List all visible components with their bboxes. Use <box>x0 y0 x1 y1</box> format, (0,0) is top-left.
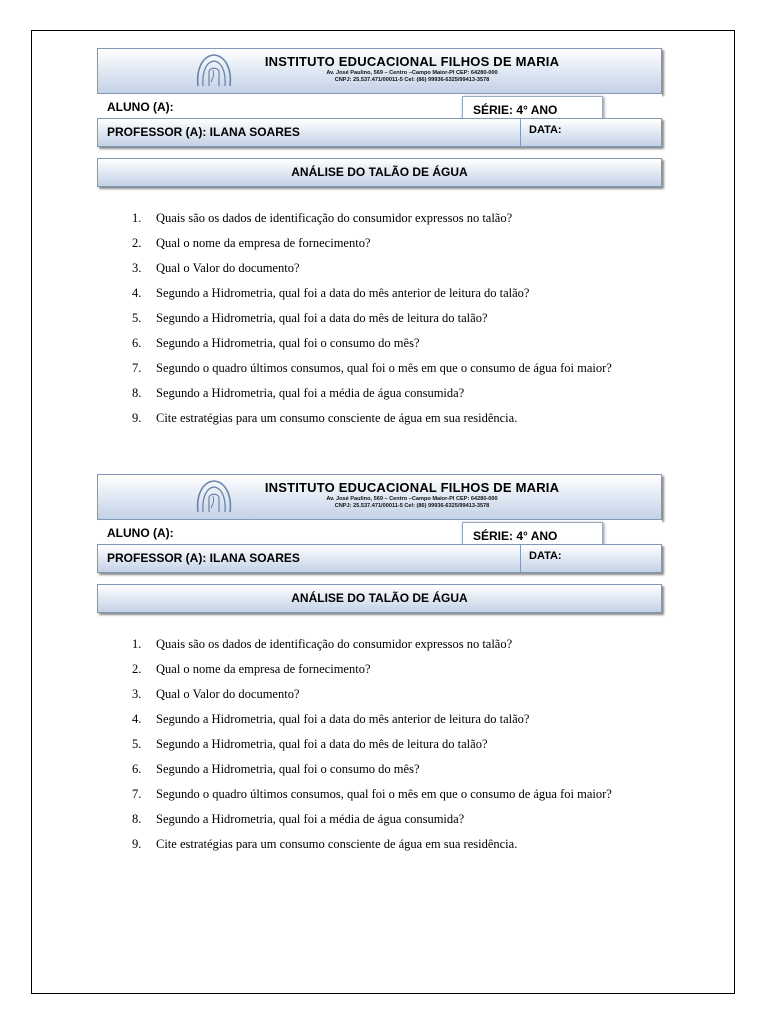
institution-cnpj-phone: CNPJ: 25.537.471/00011-5 Cel: (86) 99936-6325/99413-3578 <box>334 503 490 509</box>
question-text: Qual o Valor do documento? <box>156 261 300 275</box>
question-item <box>132 381 672 406</box>
worksheet-title-box <box>97 158 662 187</box>
date-label: DATA: <box>529 124 562 136</box>
question-text: Segundo a Hidrometria, qual foi o consumo do mês? <box>156 762 420 776</box>
question-number: 7. <box>132 361 142 375</box>
question-number: 2. <box>132 662 142 676</box>
question-text: Qual o nome da empresa de fornecimento? <box>156 662 371 676</box>
question-number: 4. <box>132 712 142 726</box>
question-number: 5. <box>132 737 142 751</box>
professor-field <box>97 118 521 147</box>
school-logo-icon <box>194 52 234 90</box>
question-number: 3. <box>132 261 142 275</box>
question-item <box>132 707 672 732</box>
question-text: Segundo a Hidrometria, qual foi a média de água consumida? <box>156 386 465 400</box>
date-field <box>520 544 662 573</box>
question-number: 8. <box>132 386 142 400</box>
professor-label: PROFESSOR (A): ILANA SOARES <box>107 125 300 139</box>
question-item <box>132 256 672 281</box>
question-text: Segundo a Hidrometria, qual foi a data do mês de leitura do talão? <box>156 311 488 325</box>
worksheet-title: ANÁLISE DO TALÃO DE ÁGUA <box>291 165 468 179</box>
question-number: 9. <box>132 837 142 851</box>
question-item <box>132 782 672 807</box>
question-text: Quais são os dados de identificação do consumidor expressos no talão? <box>156 637 513 651</box>
aluno-label: ALUNO (A): <box>107 100 174 114</box>
institution-cnpj-phone: CNPJ: 25.537.471/00011-5 Cel: (86) 99936-6325/99413-3578 <box>334 77 490 83</box>
school-logo-icon <box>194 478 234 516</box>
question-text: Segundo a Hidrometria, qual foi a data do mês de leitura do talão? <box>156 737 488 751</box>
date-label: DATA: <box>529 550 562 562</box>
worksheet-title-box <box>97 584 662 613</box>
question-item <box>132 657 672 682</box>
question-text: Cite estratégias para um consumo consciente de água em sua residência. <box>156 411 518 425</box>
question-item <box>132 306 672 331</box>
question-item <box>132 682 672 707</box>
question-item <box>132 206 672 231</box>
question-list <box>132 632 672 857</box>
aluno-label: ALUNO (A): <box>107 526 174 540</box>
question-number: 3. <box>132 687 142 701</box>
question-text: Segundo o quadro últimos consumos, qual foi o mês em que o consumo de água foi maior? <box>156 787 612 801</box>
question-text: Segundo a Hidrometria, qual foi a data do mês anterior de leitura do talão? <box>156 286 530 300</box>
question-number: 9. <box>132 411 142 425</box>
question-item <box>132 757 672 782</box>
question-text: Segundo o quadro últimos consumos, qual foi o mês em que o consumo de água foi maior? <box>156 361 612 375</box>
question-text: Quais são os dados de identificação do consumidor expressos no talão? <box>156 211 513 225</box>
question-number: 8. <box>132 812 142 826</box>
question-number: 5. <box>132 311 142 325</box>
question-item <box>132 406 672 431</box>
question-number: 6. <box>132 336 142 350</box>
question-text: Qual o Valor do documento? <box>156 687 300 701</box>
question-number: 7. <box>132 787 142 801</box>
institution-name: INSTITUTO EDUCACIONAL FILHOS DE MARIA <box>264 480 560 495</box>
worksheet-1 <box>0 30 768 460</box>
question-item <box>132 281 672 306</box>
institution-address: Av. José Paulino, 569 – Centro –Campo Maior-PI CEP: 64280-000 <box>326 70 498 76</box>
question-text: Cite estratégias para um consumo consciente de água em sua residência. <box>156 837 518 851</box>
question-number: 1. <box>132 211 142 225</box>
question-list <box>132 206 672 431</box>
question-item <box>132 632 672 657</box>
worksheet-title: ANÁLISE DO TALÃO DE ÁGUA <box>291 591 468 605</box>
professor-label: PROFESSOR (A): ILANA SOARES <box>107 551 300 565</box>
question-text: Qual o nome da empresa de fornecimento? <box>156 236 371 250</box>
question-item <box>132 231 672 256</box>
question-number: 6. <box>132 762 142 776</box>
question-text: Segundo a Hidrometria, qual foi o consumo do mês? <box>156 336 420 350</box>
institution-address: Av. José Paulino, 569 – Centro –Campo Maior-PI CEP: 64280-000 <box>326 496 498 502</box>
institution-name: INSTITUTO EDUCACIONAL FILHOS DE MARIA <box>264 54 560 69</box>
question-item <box>132 832 672 857</box>
serie-label: SÉRIE: 4° ANO <box>473 103 558 117</box>
question-number: 2. <box>132 236 142 250</box>
date-field <box>520 118 662 147</box>
question-text: Segundo a Hidrometria, qual foi a média de água consumida? <box>156 812 465 826</box>
school-header <box>97 474 662 520</box>
question-item <box>132 807 672 832</box>
question-item <box>132 331 672 356</box>
question-text: Segundo a Hidrometria, qual foi a data do mês anterior de leitura do talão? <box>156 712 530 726</box>
question-number: 1. <box>132 637 142 651</box>
question-item <box>132 732 672 757</box>
school-header <box>97 48 662 94</box>
professor-field <box>97 544 521 573</box>
serie-label: SÉRIE: 4° ANO <box>473 529 558 543</box>
question-item <box>132 356 672 381</box>
question-number: 4. <box>132 286 142 300</box>
worksheet-2 <box>0 456 768 886</box>
